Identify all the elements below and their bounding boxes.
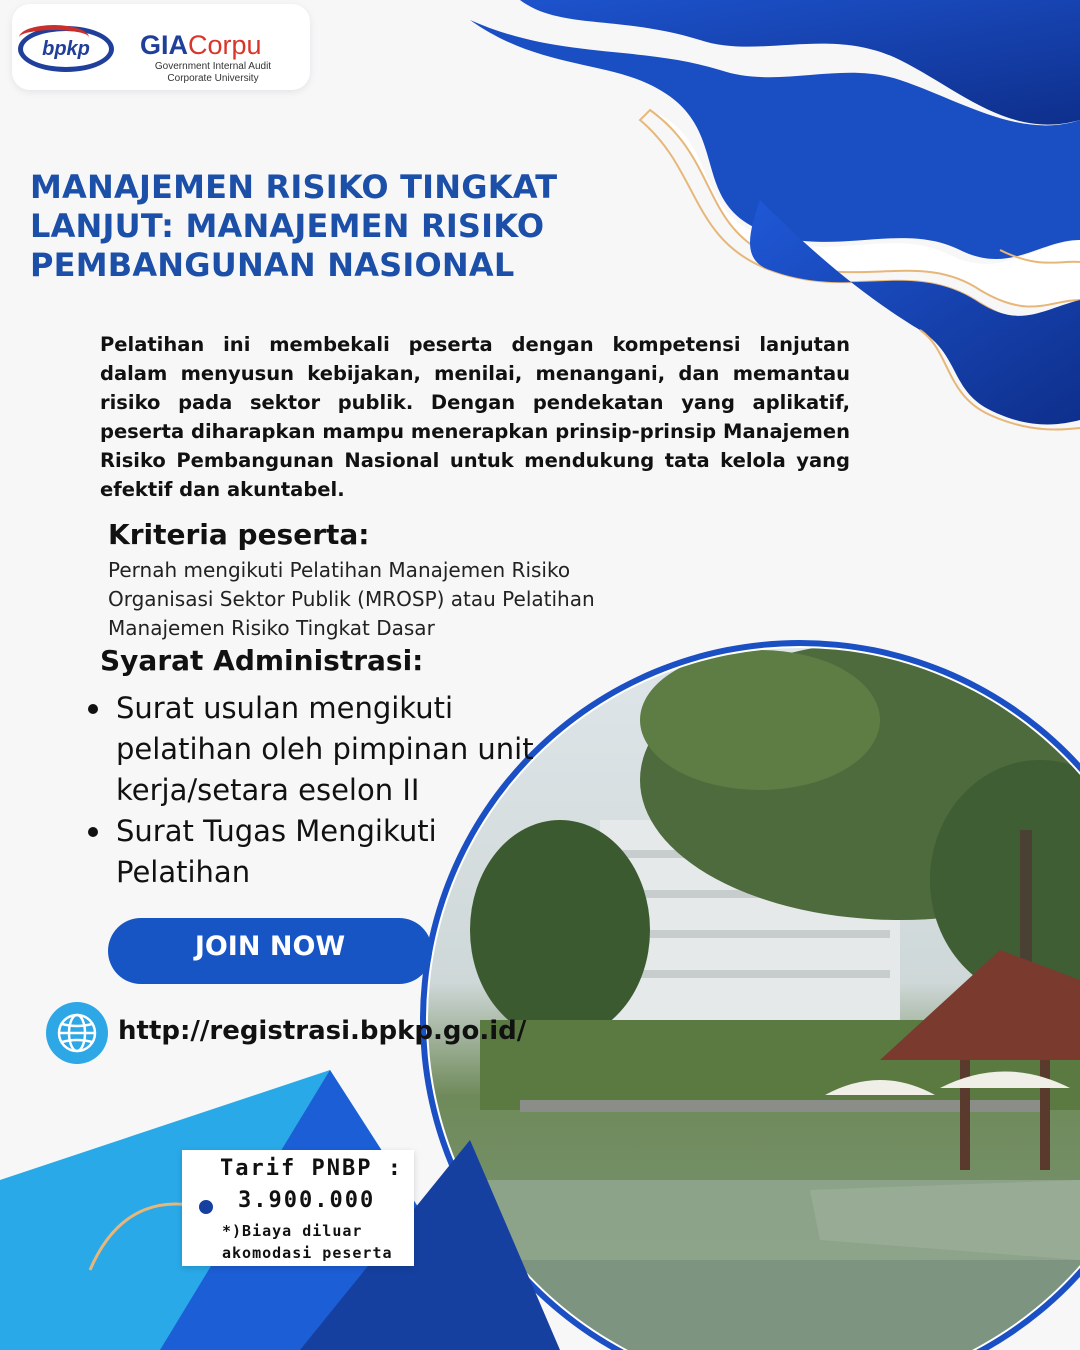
req-1-line-2: pelatihan oleh pimpinan unit bbox=[116, 732, 534, 766]
syarat-heading: Syarat Administrasi: bbox=[100, 644, 424, 677]
gia-subtitle-line-1: Government Internal Audit bbox=[154, 61, 272, 72]
page-title bbox=[30, 168, 590, 285]
registration-link[interactable]: http://registrasi.bpkp.go.id/ bbox=[118, 1016, 527, 1046]
bullet-icon bbox=[88, 704, 98, 714]
join-now-button[interactable]: JOIN NOW bbox=[108, 918, 432, 984]
gia-logo-bold: GIA bbox=[140, 30, 189, 60]
giacorpu-logo bbox=[140, 30, 262, 60]
list-item bbox=[82, 688, 562, 811]
tarif-note-1: *)Biaya diluar bbox=[222, 1222, 363, 1240]
tarif-value: 3.900.000 bbox=[238, 1188, 376, 1213]
bpkp-logo-text: bpkp bbox=[42, 37, 90, 60]
bullet-icon bbox=[88, 827, 98, 837]
bpkp-logo bbox=[18, 26, 114, 72]
globe-icon bbox=[46, 1002, 108, 1064]
req-2-line-1: Surat Tugas Mengikuti bbox=[116, 814, 437, 848]
req-1-line-1: Surat usulan mengikuti bbox=[116, 691, 454, 725]
kriteria-heading: Kriteria peserta: bbox=[108, 518, 370, 551]
kriteria-line-2: Organisasi Sektor Publik (MROSP) atau Pelatihan bbox=[108, 587, 595, 611]
intro-paragraph: Pelatihan ini membekali peserta dengan kompetensi lanjutan dalam menyusun kebijakan, menilai, menangani, dan memantau risiko pada sektor publik. Dengan pendekatan yang aplikatif, peserta diharapkan mampu menerapkan prinsip-prinsip Manajemen Risiko Pembangunan Nasional untuk mendukung tata kelola yang efektif dan akuntabel. bbox=[100, 333, 850, 501]
req-1-line-3: kerja/setara eselon II bbox=[116, 773, 420, 807]
kriteria-line-3: Manajemen Risiko Tingkat Dasar bbox=[108, 616, 435, 640]
gia-logo-light: Corpu bbox=[188, 30, 262, 60]
tag-hole-icon bbox=[196, 1197, 216, 1217]
kriteria-line-1: Pernah mengikuti Pelatihan Manajemen Risiko bbox=[108, 558, 571, 582]
req-2-line-2: Pelatihan bbox=[116, 855, 251, 889]
globe-icon-graphic bbox=[55, 1011, 99, 1055]
giacorpu-subtitle bbox=[138, 61, 288, 85]
title-line-2: LANJUT: MANAJEMEN RISIKO bbox=[30, 207, 545, 245]
title-line-1: MANAJEMEN RISIKO TINGKAT bbox=[30, 168, 558, 206]
gia-subtitle-line-2: Corporate University bbox=[167, 73, 259, 84]
list-item bbox=[82, 811, 562, 893]
title-line-3: PEMBANGUNAN NASIONAL bbox=[30, 246, 515, 284]
tarif-label: Tarif PNBP : bbox=[220, 1156, 403, 1181]
requirements-list bbox=[82, 688, 562, 893]
kriteria-text bbox=[108, 556, 648, 643]
tarif-note-2: akomodasi peserta bbox=[222, 1244, 393, 1262]
